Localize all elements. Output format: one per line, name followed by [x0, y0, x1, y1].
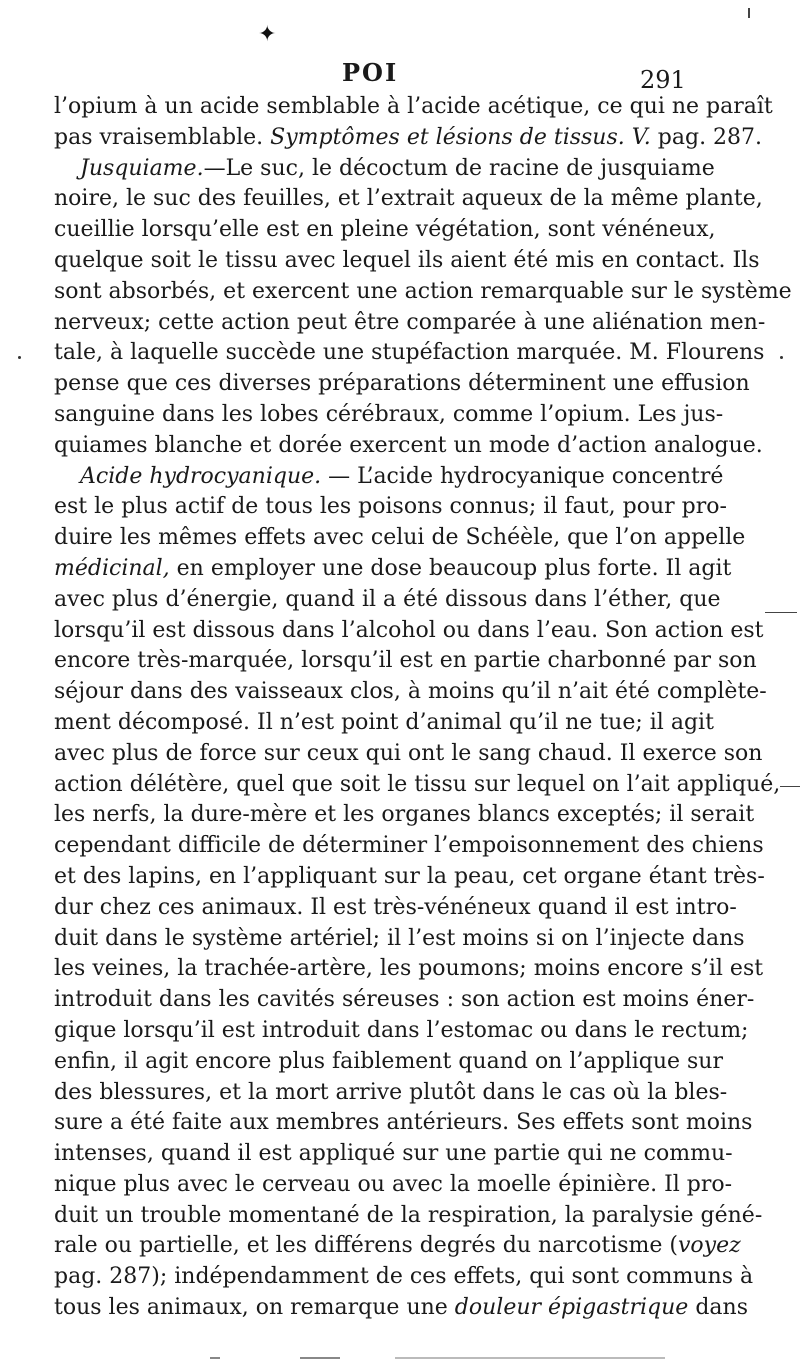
- text-segment: cueillie lorsqu’elle est en pleine végétation, sont vénéneux,: [54, 217, 716, 243]
- text-segment: les veines, la trachée-artère, les poumons; moins encore s’il est: [54, 956, 764, 982]
- text-line: [54, 123, 763, 154]
- text-line: [54, 893, 737, 924]
- text-line: [54, 154, 715, 185]
- text-line: [54, 277, 792, 308]
- text-segment: dans: [688, 1295, 748, 1321]
- text-segment: action délétère, quel que soit le tissu sur lequel on l’ait appliqué,: [54, 771, 781, 797]
- text-line: [54, 954, 764, 985]
- text-segment: tous les animaux, on remarque une: [54, 1295, 455, 1321]
- text-line: [54, 492, 727, 523]
- text-line: [54, 924, 745, 955]
- italic-text: voyez: [677, 1233, 741, 1259]
- margin-tick-top: [748, 8, 750, 18]
- text-segment: enfin, il agit encore plus faiblement quand on l’applique sur: [54, 1048, 723, 1074]
- margin-dot-left: [18, 356, 21, 359]
- text-segment: et des lapins, en l’appliquant sur la peau, cet organe étant très-: [54, 863, 765, 889]
- text-line: [54, 985, 755, 1016]
- margin-dot-right: [780, 356, 783, 359]
- body-text: [54, 92, 792, 1324]
- text-line: [54, 862, 765, 893]
- text-line: [54, 677, 767, 708]
- text-line: [54, 184, 763, 215]
- text-line: [54, 1293, 748, 1324]
- text-segment: lorsqu’il est dissous dans l’alcohol ou dans l’eau. Son action est: [54, 617, 764, 643]
- italic-text: Acide hydrocyanique.: [80, 463, 322, 489]
- text-segment: cependant difficile de déterminer l’empoisonnement des chiens: [54, 833, 764, 859]
- text-segment: pag. 287); indépendamment de ces effets, qui sont communs à: [54, 1264, 754, 1290]
- text-line: [54, 92, 773, 123]
- text-line: [54, 431, 763, 462]
- text-segment: gique lorsqu’il est introduit dans l’estomac ou dans le rectum;: [54, 1017, 749, 1043]
- text-segment: duire les mêmes effets avec celui de Schéèle, que l’on appelle: [54, 525, 746, 551]
- ornament-glyph: ✦: [258, 22, 277, 47]
- text-line: [54, 523, 746, 554]
- footer-rule-left: [210, 1357, 220, 1359]
- running-head: POI: [342, 58, 399, 87]
- text-segment: avec plus d’énergie, quand il a été dissous dans l’éther, que: [54, 586, 721, 612]
- text-segment: intenses, quand il est appliqué sur une partie qui ne commu-: [54, 1141, 733, 1167]
- text-line: [54, 770, 781, 801]
- text-line: [54, 1231, 741, 1262]
- text-segment: duit un trouble momentané de la respiration, la paralysie géné-: [54, 1202, 763, 1228]
- footer-rule-mid: [300, 1357, 340, 1359]
- italic-text: médicinal,: [54, 555, 170, 581]
- text-line: [54, 1016, 749, 1047]
- margin-tick-right: [765, 612, 797, 613]
- text-line: [54, 215, 716, 246]
- text-segment: introduit dans les cavités séreuses : son action est moins éner-: [54, 987, 755, 1013]
- text-segment: noire, le suc des feuilles, et l’extrait aqueux de la même plante,: [54, 186, 763, 212]
- text-segment: pense que ces diverses préparations déterminent une effusion: [54, 371, 750, 397]
- text-line: [54, 1170, 733, 1201]
- text-segment: pag. 287.: [650, 124, 763, 150]
- text-segment: — L’acide hydrocyanique concentré: [321, 463, 724, 489]
- text-line: [54, 708, 714, 739]
- text-segment: en employer une dose beaucoup plus forte. Il agit: [169, 555, 732, 581]
- text-segment: nique plus avec le cerveau ou avec la moelle épinière. Il pro-: [54, 1171, 733, 1197]
- text-line: [54, 400, 724, 431]
- text-line: [54, 308, 766, 339]
- text-segment: quiames blanche et dorée exercent un mode d’action analogue.: [54, 432, 763, 458]
- text-line: [54, 1139, 733, 1170]
- text-line: [54, 800, 755, 831]
- text-segment: des blessures, et la mort arrive plutôt dans le cas où la bles-: [54, 1079, 728, 1105]
- text-segment: dur chez ces animaux. Il est très-vénéneux quand il est intro-: [54, 894, 737, 920]
- text-segment: ment décomposé. Il n’est point d’animal qu’il ne tue; il agit: [54, 709, 714, 735]
- page-number: 291: [640, 66, 686, 94]
- text-line: [54, 338, 765, 369]
- margin-tick-right-2: [780, 786, 800, 787]
- text-line: [54, 1108, 753, 1139]
- text-line: [54, 646, 757, 677]
- text-segment: séjour dans des vaisseaux clos, à moins qu’il n’ait été complète-: [54, 679, 767, 705]
- text-line: [54, 585, 721, 616]
- italic-text: Symptômes et lésions de tissus. V.: [270, 124, 651, 150]
- text-segment: tale, à laquelle succède une stupéfaction marquée. M. Flourens: [54, 340, 765, 366]
- text-segment: pas vraisemblable.: [54, 124, 271, 150]
- text-line: [54, 462, 724, 493]
- text-segment: sure a été faite aux membres antérieurs. Ses effets sont moins: [54, 1110, 753, 1136]
- text-segment: encore très-marquée, lorsqu’il est en partie charbonné par son: [54, 648, 757, 674]
- text-segment: sont absorbés, et exercent une action remarquable sur le système: [54, 278, 792, 304]
- text-line: [54, 831, 764, 862]
- text-line: [54, 369, 750, 400]
- text-segment: quelque soit le tissu avec lequel ils aient été mis en contact. Ils: [54, 247, 760, 273]
- text-line: [54, 1262, 754, 1293]
- text-line: [54, 1078, 728, 1109]
- text-line: [54, 616, 764, 647]
- text-segment: est le plus actif de tous les poisons connus; il faut, pour pro-: [54, 494, 727, 520]
- footer-rule-right: [395, 1357, 665, 1359]
- text-segment: nerveux; cette action peut être comparée à une aliénation men-: [54, 309, 766, 335]
- text-line: [54, 1047, 723, 1078]
- text-line: [54, 246, 760, 277]
- italic-text: Jusquiame.: [80, 155, 204, 181]
- text-segment: —Le suc, le décoctum de racine de jusquiame: [203, 155, 715, 181]
- text-segment: l’opium à un acide semblable à l’acide acétique, ce qui ne paraît: [54, 94, 773, 119]
- italic-text: douleur épigastrique: [454, 1295, 689, 1321]
- text-line: [54, 554, 732, 585]
- text-line: [54, 1201, 763, 1232]
- text-segment: duit dans le système artériel; il l’est moins si on l’injecte dans: [54, 925, 745, 951]
- text-segment: rale ou partielle, et les différens degrés du narcotisme (: [54, 1233, 678, 1259]
- text-line: [54, 739, 763, 770]
- text-segment: avec plus de force sur ceux qui ont le sang chaud. Il exerce son: [54, 740, 763, 766]
- text-segment: les nerfs, la dure-mère et les organes blancs exceptés; il serait: [54, 802, 755, 828]
- text-segment: sanguine dans les lobes cérébraux, comme l’opium. Les jus-: [54, 401, 724, 427]
